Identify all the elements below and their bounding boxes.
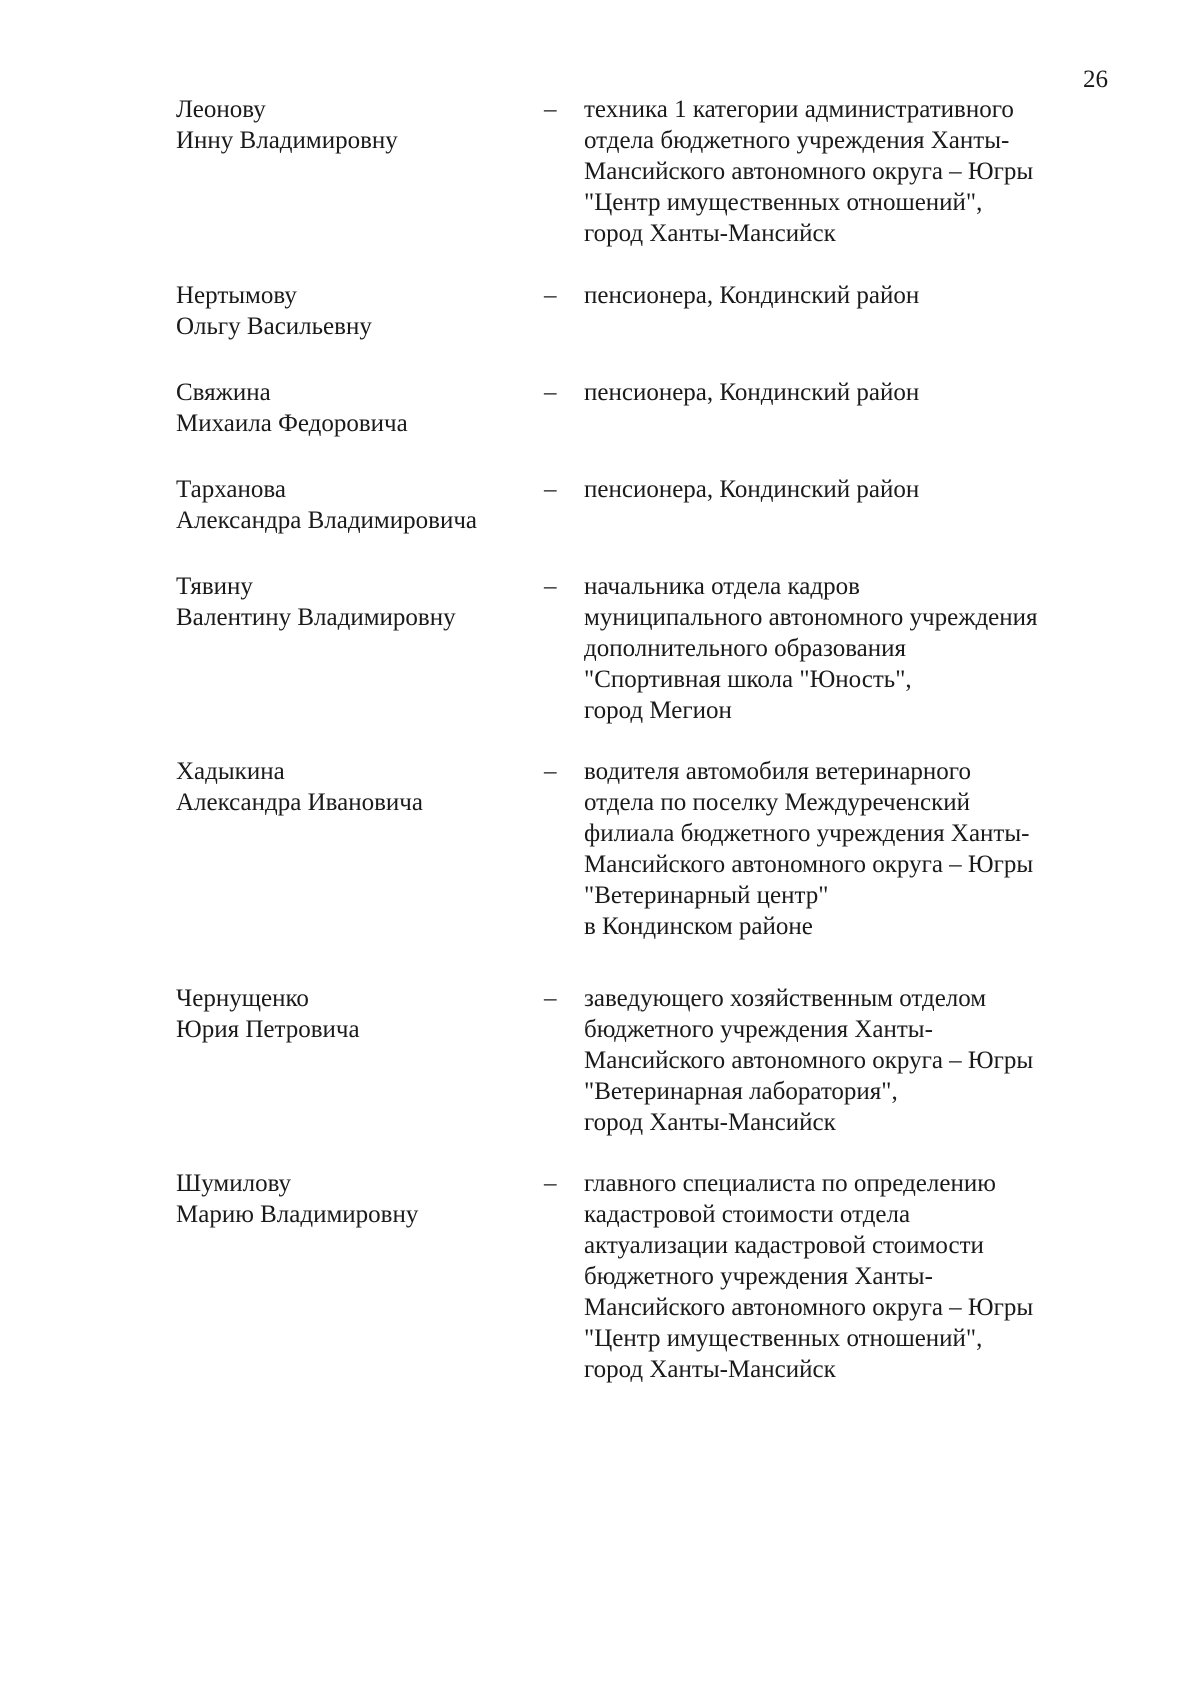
surname: Леонову [176, 96, 266, 123]
description-line: "Спортивная школа "Юность", [584, 666, 912, 693]
description-line: город Ханты-Мансийск [584, 220, 836, 247]
surname: Шумилову [176, 1170, 292, 1197]
position-description [584, 1168, 1114, 1385]
description-line: кадастровой стоимости отдела [584, 1201, 911, 1228]
surname: Свяжина [176, 379, 271, 406]
dash-separator: – [544, 476, 557, 503]
person-name [176, 94, 536, 156]
position-description [584, 280, 1114, 311]
description-line: Мансийского автономного округа – Югры [584, 158, 1034, 185]
description-line: заведующего хозяйственным отделом [584, 985, 987, 1012]
person-name [176, 983, 536, 1045]
given-names: Александра Ивановича [176, 789, 423, 816]
position-description [584, 983, 1114, 1138]
description-line: город Ханты-Мансийск [584, 1356, 836, 1383]
description-line: филиала бюджетного учреждения Ханты- [584, 820, 1030, 847]
surname: Чернущенко [176, 985, 309, 1012]
description-line: начальника отдела кадров [584, 573, 860, 600]
description-line: в Кондинском районе [584, 913, 813, 940]
description-line: дополнительного образования [584, 635, 907, 662]
description-line: бюджетного учреждения Ханты- [584, 1016, 933, 1043]
position-description [584, 377, 1114, 408]
given-names: Марию Владимировну [176, 1201, 419, 1228]
position-description [584, 756, 1114, 942]
dash-separator: – [544, 96, 557, 123]
position-description [584, 94, 1114, 249]
position-description [584, 571, 1114, 726]
person-name [176, 474, 536, 536]
dash-separator: – [544, 758, 557, 785]
description-line: пенсионера, Кондинский район [584, 282, 920, 309]
surname: Хадыкина [176, 758, 285, 785]
description-line: пенсионера, Кондинский район [584, 379, 920, 406]
description-line: главного специалиста по определению [584, 1170, 996, 1197]
description-line: пенсионера, Кондинский район [584, 476, 920, 503]
person-name [176, 1168, 536, 1230]
description-line: отдела по поселку Междуреченский [584, 789, 971, 816]
page-number: 26 [1083, 66, 1108, 93]
person-name [176, 756, 536, 818]
given-names: Ольгу Васильевну [176, 313, 372, 340]
dash-separator: – [544, 1170, 557, 1197]
description-line: город Мегион [584, 697, 732, 724]
dash-separator: – [544, 573, 557, 600]
given-names: Юрия Петровича [176, 1016, 360, 1043]
description-line: отдела бюджетного учреждения Ханты- [584, 127, 1010, 154]
description-line: "Центр имущественных отношений", [584, 1325, 983, 1352]
description-line: "Ветеринарная лаборатория", [584, 1078, 898, 1105]
description-line: "Ветеринарный центр" [584, 882, 829, 909]
description-line: бюджетного учреждения Ханты- [584, 1263, 933, 1290]
description-line: Мансийского автономного округа – Югры [584, 1047, 1034, 1074]
description-line: водителя автомобиля ветеринарного [584, 758, 971, 785]
dash-separator: – [544, 379, 557, 406]
surname: Тявину [176, 573, 253, 600]
description-line: "Центр имущественных отношений", [584, 189, 983, 216]
dash-separator: – [544, 985, 557, 1012]
position-description [584, 474, 1114, 505]
description-line: город Ханты-Мансийск [584, 1109, 836, 1136]
person-name [176, 571, 536, 633]
description-line: Мансийского автономного округа – Югры [584, 851, 1034, 878]
given-names: Михаила Федоровича [176, 410, 408, 437]
person-name [176, 377, 536, 439]
description-line: Мансийского автономного округа – Югры [584, 1294, 1034, 1321]
given-names: Александра Владимировича [176, 507, 477, 534]
surname: Нертымову [176, 282, 297, 309]
description-line: техника 1 категории административного [584, 96, 1014, 123]
description-line: актуализации кадастровой стоимости [584, 1232, 984, 1259]
given-names: Валентину Владимировну [176, 604, 456, 631]
dash-separator: – [544, 282, 557, 309]
person-name [176, 280, 536, 342]
given-names: Инну Владимировну [176, 127, 398, 154]
surname: Тарханова [176, 476, 286, 503]
description-line: муниципального автономного учреждения [584, 604, 1038, 631]
